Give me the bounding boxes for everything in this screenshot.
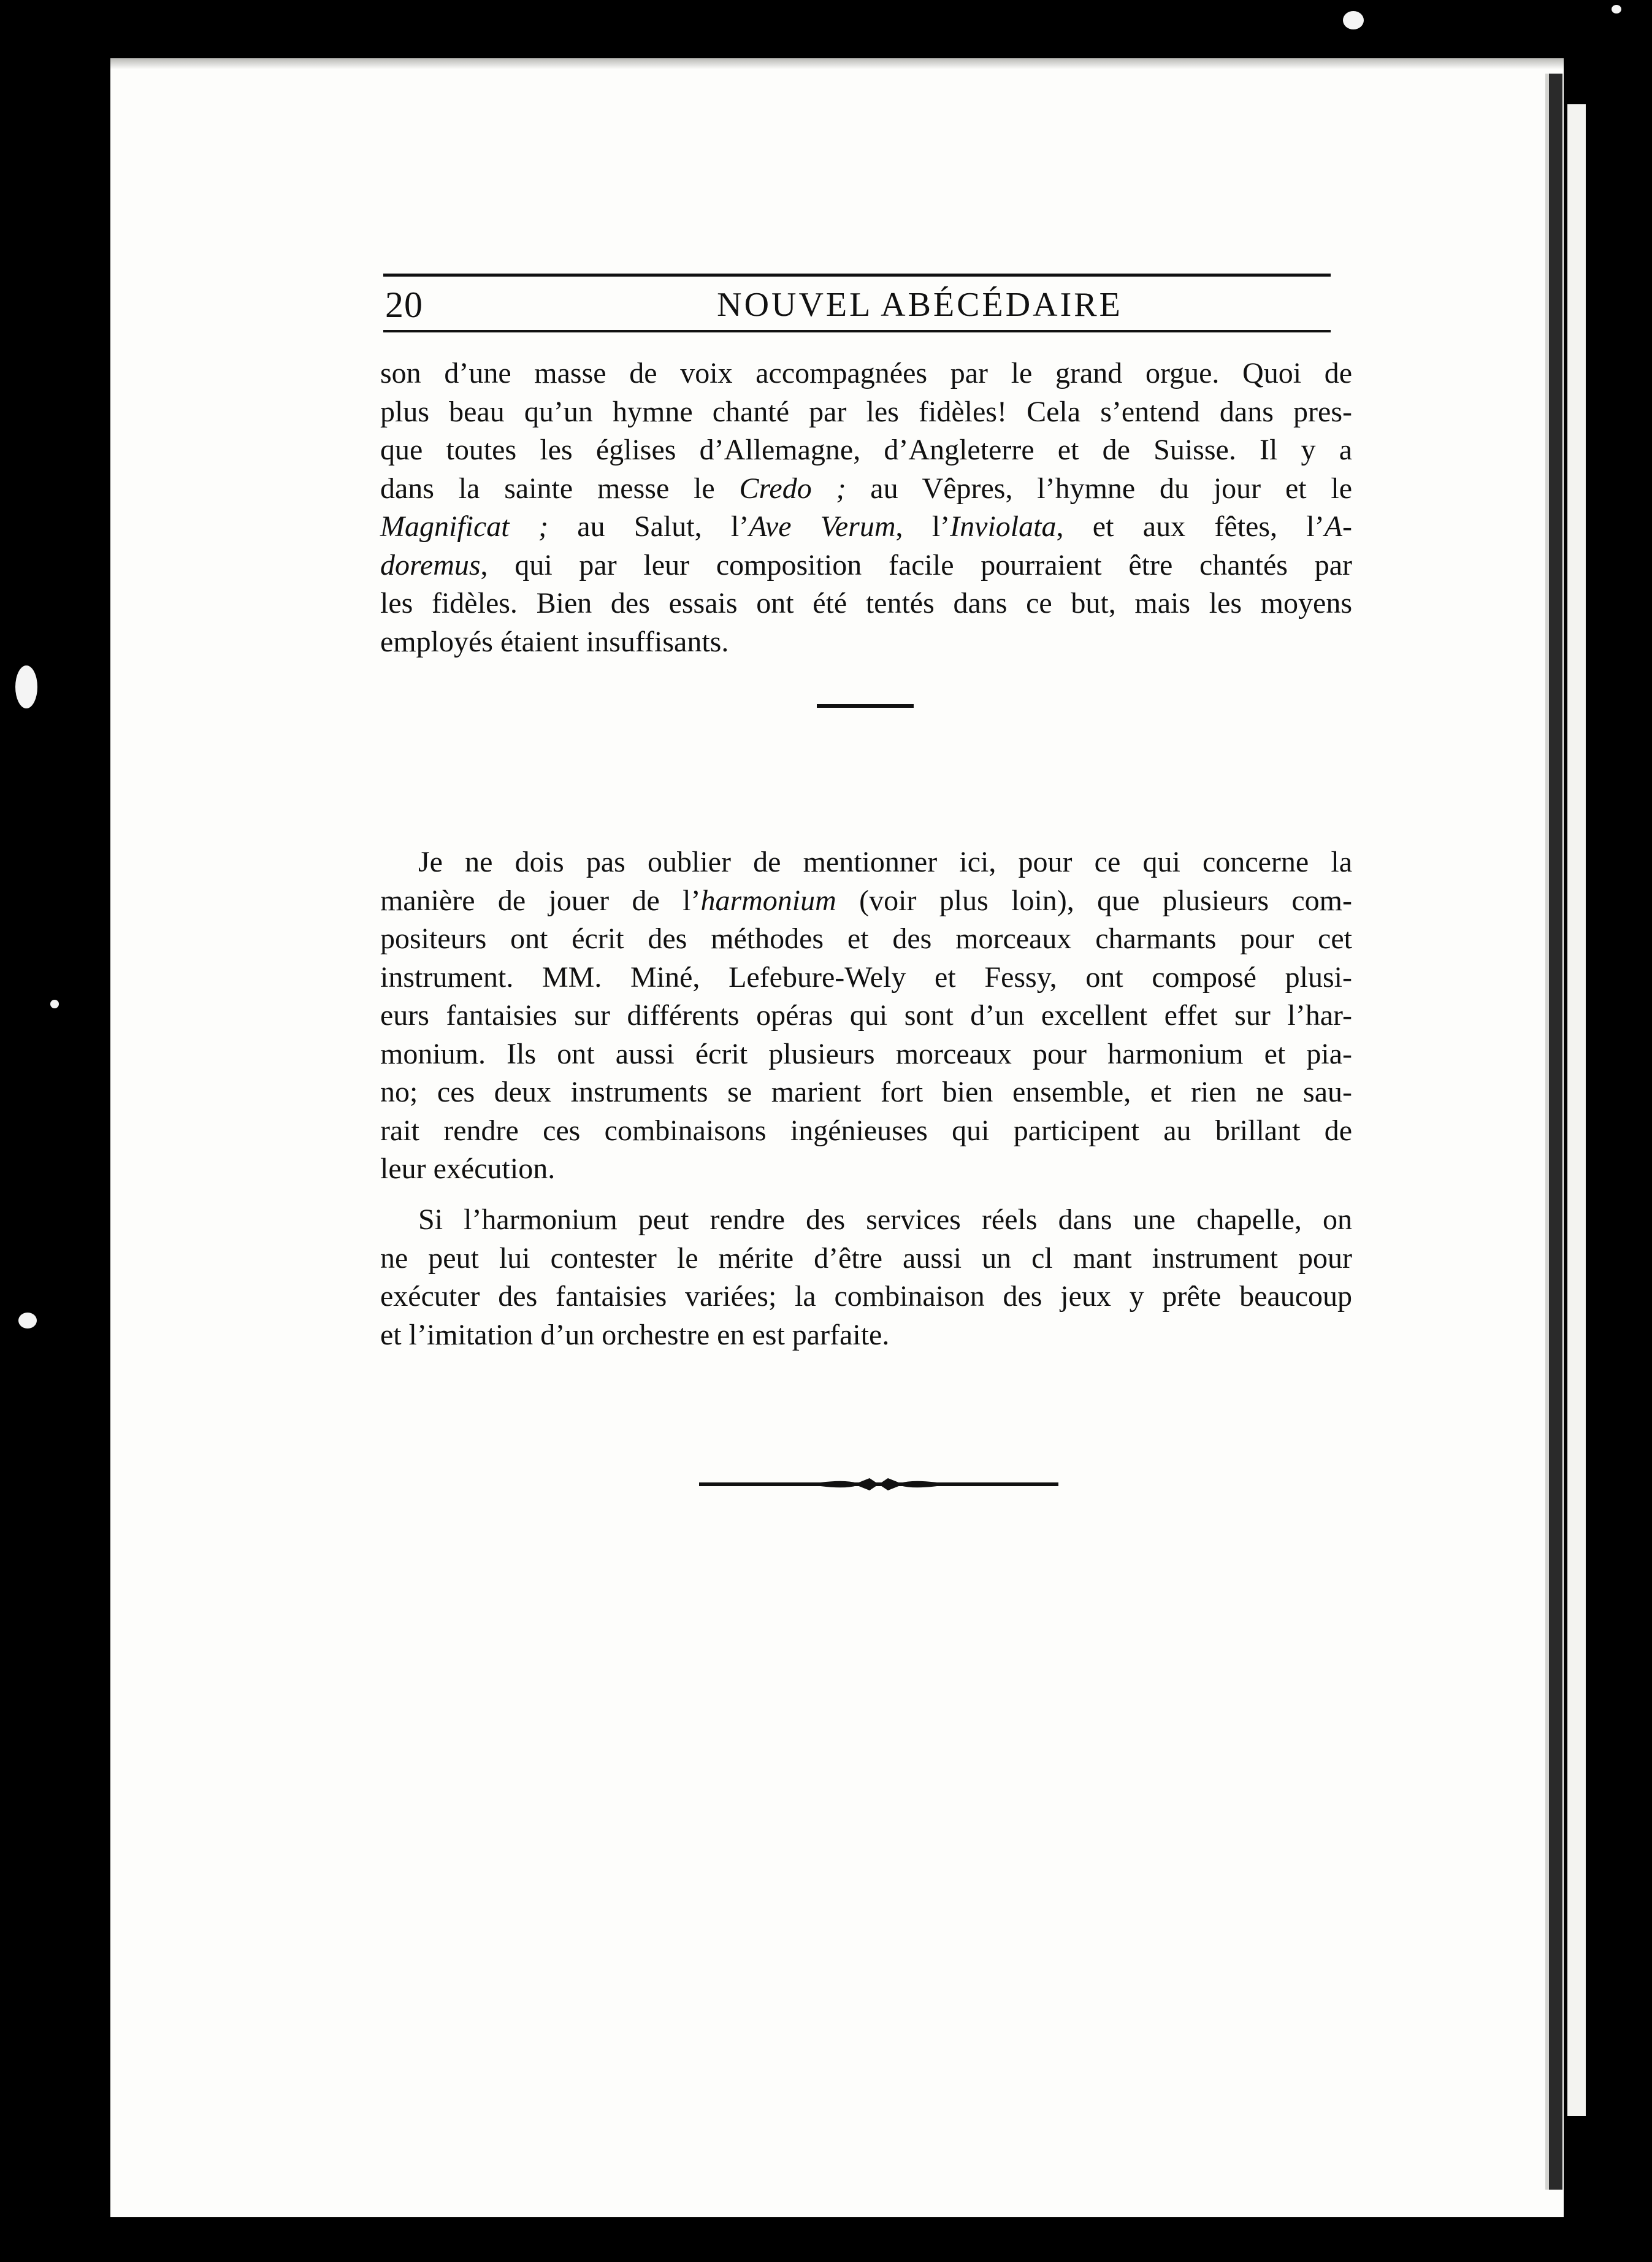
text-line: Si l’harmonium peut rendre des services réels dans une chapelle, on xyxy=(418,1203,1352,1236)
page-top-edge xyxy=(110,58,1564,69)
next-page-edge xyxy=(1567,104,1586,2116)
text-line: positeurs ont écrit des méthodes et des morceaux charmants pour cet xyxy=(380,922,1352,955)
text-line: employés étaient insuffisants. xyxy=(380,625,729,658)
text-line: manière de jouer de l’harmonium (voir plus loin), que plusieurs com- xyxy=(380,884,1353,917)
header-bottom-rule xyxy=(383,330,1331,332)
paragraph-1 xyxy=(380,355,1352,661)
text-line: plus beau qu’un hymne chanté par les fidèles! Cela s’entend dans pres- xyxy=(380,395,1352,428)
page-number: 20 xyxy=(385,285,423,325)
scan-speck xyxy=(1343,11,1364,29)
scan-speck xyxy=(50,1000,59,1008)
text-line: Magnificat ; au Salut, l’Ave Verum, l’Inviolata, et aux fêtes, l’A- xyxy=(380,510,1352,543)
text-line: ne peut lui contester le mérite d’être aussi un cl mant instrument pour xyxy=(380,1241,1352,1275)
text-line: et l’imitation d’un orchestre en est parfaite. xyxy=(380,1318,890,1351)
scan-speck xyxy=(18,1313,37,1328)
text-line: dans la sainte messe le Credo ; au Vêpres, l’hymne du jour et le xyxy=(380,472,1353,505)
section-separator-rule xyxy=(817,704,914,708)
text-line: les fidèles. Bien des essais ont été tentés dans ce but, mais les moyens xyxy=(380,587,1352,619)
text-line: son d’une masse de voix accompagnées par le grand orgue. Quoi de xyxy=(380,357,1352,389)
book-binding-edge xyxy=(1545,74,1562,2190)
text-line: monium. Ils ont aussi écrit plusieurs morceaux pour harmonium et pia- xyxy=(380,1037,1352,1070)
text-line: rait rendre ces combinaisons ingénieuses qui participent au brillant de xyxy=(380,1114,1352,1147)
text-line: leur exécution. xyxy=(380,1152,556,1185)
text-line: instrument. MM. Miné, Lefebure-Wely et Fessy, ont composé plusi- xyxy=(380,960,1352,994)
header-top-rule xyxy=(383,274,1331,277)
paragraph-3 xyxy=(380,1201,1352,1354)
paragraph-2 xyxy=(380,843,1352,1189)
text-line: no; ces deux instruments se marient fort bien ensemble, et rien ne sau- xyxy=(380,1076,1352,1108)
running-title: NOUVEL ABÉCÉDAIRE xyxy=(717,286,1123,324)
text-line: que toutes les églises d’Allemagne, d’Angleterre et de Suisse. Il y a xyxy=(380,434,1352,466)
text-line: eurs fantaisies sur différents opéras qui sont d’un excellent effet sur l’har- xyxy=(380,999,1352,1032)
scan-speck xyxy=(1612,5,1621,13)
text-line: doremus, qui par leur composition facile pourraient être chantés par xyxy=(380,548,1352,581)
end-ornament-icon xyxy=(698,1472,1060,1497)
text-line: Je ne dois pas oublier de mentionner ici, pour ce qui concerne la xyxy=(418,846,1352,878)
scan-speck xyxy=(15,665,37,708)
text-line: exécuter des fantaisies variées; la combinaison des jeux y prête beaucoup xyxy=(380,1280,1352,1313)
